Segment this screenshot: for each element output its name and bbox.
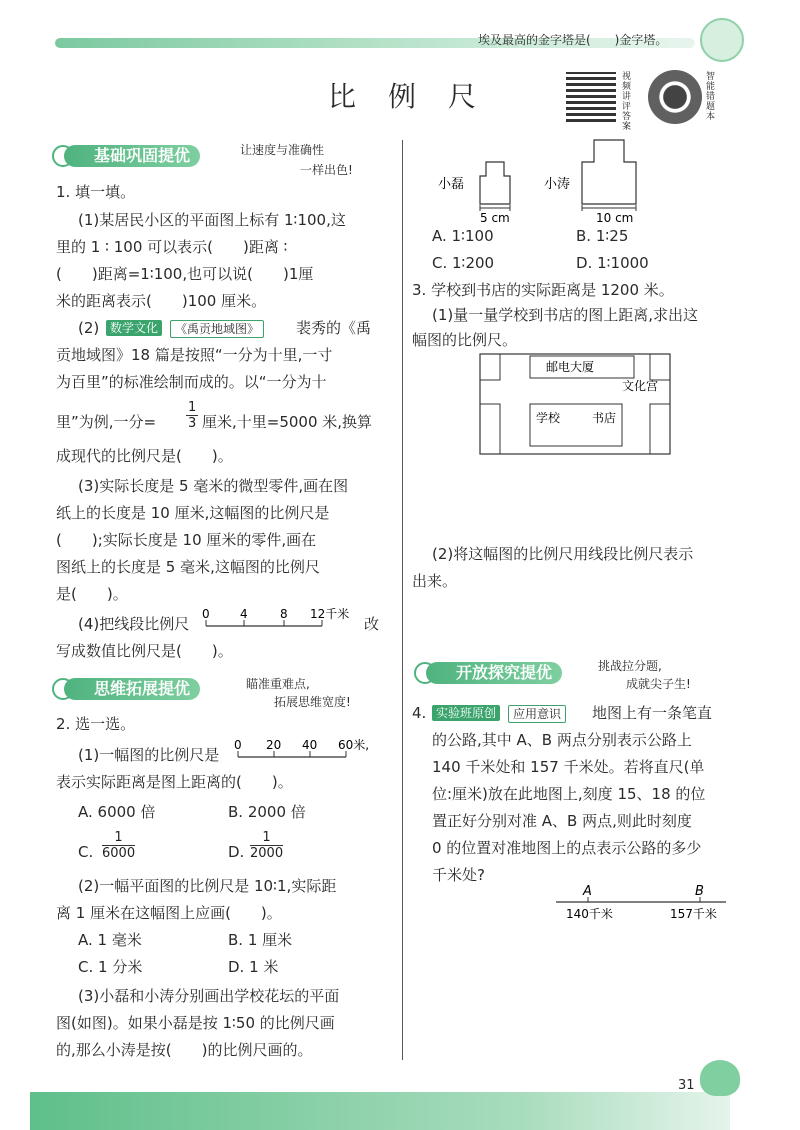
- scale-tick: 4: [240, 607, 248, 621]
- scale-tick: 0: [234, 738, 242, 752]
- option-d: D.: [228, 843, 245, 861]
- section-banner-expand: 思维拓展提优: [64, 678, 200, 700]
- figure-name: 小涛: [544, 177, 571, 192]
- column-divider: [402, 140, 403, 1060]
- q3-text: (1)量一量学校到书店的图上距离,求出这: [432, 306, 699, 324]
- q1-text: 改: [364, 615, 380, 633]
- option-b: B. 1 厘米: [228, 931, 293, 949]
- option-a: A. 1∶100: [432, 227, 494, 245]
- q2-text: 离 1 厘米在这幅图上应画( )。: [56, 904, 282, 922]
- q1-text: 米的距离表示( )100 厘米。: [56, 292, 267, 310]
- q4-text: 地图上有一条笔直: [592, 704, 713, 722]
- scale-tick: 0: [202, 607, 210, 621]
- q3-text: 出来。: [412, 572, 458, 590]
- figure-dim: 5 cm: [480, 211, 510, 225]
- qr-label-video: 视频讲评答案: [622, 72, 632, 132]
- road-diagram: [552, 880, 732, 926]
- section-motto: 一样出色!: [300, 163, 353, 177]
- q1-text: 贡地域图》18 篇是按照“一分为十里,一寸: [56, 346, 333, 364]
- section-banner-basic: 基础巩固提优: [64, 145, 200, 167]
- option-a: A. 1 毫米: [78, 931, 142, 949]
- dolphin-icon: [700, 1060, 740, 1096]
- option-d: D. 1 米: [228, 958, 279, 976]
- line-scale-m: [230, 735, 380, 765]
- tag-application: 应用意识: [508, 705, 566, 723]
- qr-label-errors: 智能错题本: [706, 72, 716, 122]
- fraction: $\frac{1}{6000}$: [102, 830, 136, 861]
- map-label: 邮电大厦: [546, 360, 595, 374]
- q1-text: 图纸上的长度是 5 毫米,这幅图的比例尺: [56, 558, 320, 576]
- fraction: $\frac{1}{2000}$: [250, 830, 284, 861]
- q1-text: ( )距离=1∶100,也可以说( )1厘: [56, 265, 314, 283]
- q2-text: 的,那么小涛是按( )的比例尺画的。: [56, 1041, 313, 1059]
- tag-original: 实验班原创: [432, 705, 500, 721]
- q1-text: 为百里”的标准绘制而成的。以“一分为十: [56, 373, 327, 391]
- point-label: A: [583, 884, 592, 899]
- scale-tick: 20: [266, 738, 282, 752]
- q4-text: 的公路,其中 A、B 两点分别表示公路上: [432, 731, 692, 749]
- flowerbed-figure: [430, 136, 670, 226]
- q1-text: 是( )。: [56, 585, 128, 603]
- q1-text: (3)实际长度是 5 毫米的微型零件,画在图: [78, 477, 349, 495]
- q4-text: 0 的位置对准地图上的点表示公路的多少: [432, 839, 702, 857]
- map-label: 文化宫: [622, 379, 659, 393]
- q2-text: (2)一幅平面图的比例尺是 10∶1,实际距: [78, 877, 337, 895]
- q3-heading: 3. 学校到书店的实际距离是 1200 米。: [412, 281, 674, 299]
- q1-text: ( );实际长度是 10 厘米的零件,画在: [56, 531, 317, 549]
- town-map: [476, 352, 674, 458]
- section-motto: 瞄准重难点,: [246, 677, 310, 691]
- mascot-icon: [700, 18, 744, 62]
- section-motto: 成就尖子生!: [626, 677, 691, 691]
- q1-heading: 1. 填一填。: [56, 183, 136, 201]
- scale-tick: 8: [280, 607, 288, 621]
- option-b: B. 2000 倍: [228, 803, 306, 821]
- page-title: 比 例 尺: [328, 80, 479, 113]
- q2-heading: 2. 选一选。: [56, 715, 136, 733]
- option-b: B. 1∶25: [576, 227, 629, 245]
- km-label: 157千米: [670, 907, 717, 921]
- q2-text: (1)一幅图的比例尺是: [78, 746, 220, 764]
- q1-p2-num: (2): [78, 319, 100, 337]
- q2-text: 图(如图)。如果小磊是按 1∶50 的比例尺画: [56, 1014, 335, 1032]
- q4-text: 140 千米处和 157 千米处。若将直尺(单: [432, 758, 705, 776]
- tag-map-title: 《禹贡地域图》: [170, 320, 264, 338]
- option-a: A. 6000 倍: [78, 803, 156, 821]
- section-banner-open: 开放探究提优: [426, 662, 562, 684]
- qr-code-icon[interactable]: [566, 72, 616, 122]
- q1-text: 纸上的长度是 10 厘米,这幅图的比例尺是: [56, 504, 330, 522]
- q2-text: 表示实际距离是图上距离的( )。: [56, 773, 293, 791]
- map-label: 学校: [536, 411, 561, 425]
- q1-text: 里”为例,一分=: [56, 413, 157, 431]
- qr-code-icon[interactable]: [648, 70, 702, 124]
- scale-tick: 12千米: [310, 607, 350, 621]
- scale-tick: 40: [302, 738, 318, 752]
- q1-text: 写成数值比例尺是( )。: [56, 642, 233, 660]
- q1-text: (4)把线段比例尺: [78, 615, 190, 633]
- scale-tick: 60米,: [338, 738, 370, 752]
- q1-text: 厘米,十里=5000 米,换算: [202, 413, 373, 431]
- section-motto: 拓展思维宽度!: [274, 695, 351, 709]
- section-motto: 让速度与准确性: [240, 143, 325, 157]
- page-number: 31: [678, 1078, 695, 1093]
- q1-text: 里的 1 ∶ 100 可以表示( )距离 ∶: [56, 238, 288, 256]
- figure-name: 小磊: [438, 177, 465, 192]
- q3-text: 幅图的比例尺。: [412, 331, 518, 349]
- q3-text: (2)将这幅图的比例尺用线段比例尺表示: [432, 545, 694, 563]
- point-label: B: [695, 884, 704, 899]
- tag-math-culture: 数学文化: [106, 320, 162, 336]
- option-c: C.: [78, 843, 94, 861]
- q4-text: 置正好分别对准 A、B 两点,则此时刻度: [432, 812, 692, 830]
- section-motto: 挑战拉分题,: [598, 659, 662, 673]
- footer-bar: [30, 1092, 730, 1130]
- option-d: D. 1∶1000: [576, 254, 649, 272]
- q2-text: (3)小磊和小涛分别画出学校花坛的平面: [78, 987, 340, 1005]
- map-label: 书店: [592, 411, 617, 425]
- q1-text: (1)某居民小区的平面图上标有 1∶100,这: [78, 211, 346, 229]
- q4-number: 4.: [412, 704, 427, 722]
- q4-text: 千米处?: [432, 866, 485, 884]
- fraction: $\frac{1}{3}$: [188, 400, 197, 431]
- q1-text: 成现代的比例尺是( )。: [56, 447, 233, 465]
- q4-text: 位:厘米)放在此地图上,刻度 15、18 的位: [432, 785, 706, 803]
- line-scale-km: [198, 604, 362, 634]
- figure-dim: 10 cm: [596, 211, 634, 225]
- q1-text: 裴秀的《禹: [296, 319, 372, 337]
- header-question: 埃及最高的金字塔是( )金字塔。: [478, 33, 668, 47]
- km-label: 140千米: [566, 907, 613, 921]
- option-c: C. 1 分米: [78, 958, 143, 976]
- option-c: C. 1∶200: [432, 254, 495, 272]
